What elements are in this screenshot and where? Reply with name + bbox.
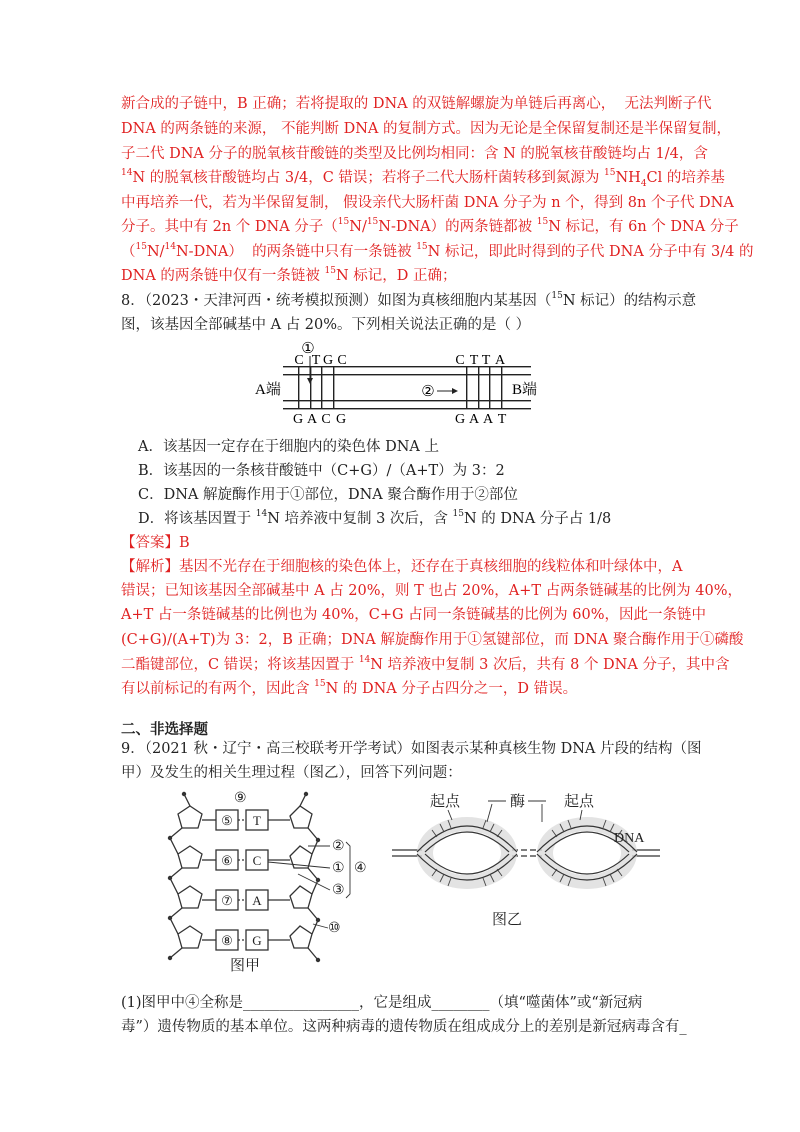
q8-analysis [121,557,682,577]
base-label: C [455,353,465,368]
label-9: ⑨ [234,791,247,806]
base-label: C [321,412,331,426]
q8-option-b: B．该基因的一条核苷酸链中（C+G）/（A+T）为 3：2 [138,463,505,479]
base-label: T [311,353,321,368]
replication-figure [392,790,660,930]
box-label: ⑧ [221,933,233,948]
base-label: A [252,893,262,908]
q8-analysis: 二酯键部位，C 错误；将该基因置于 $^{14}$N 培养液中复制 3 次后，共有 8 个 DNA 分子，其中含 [121,655,730,673]
q8-option-c: C．DNA 解旋酶作用于①部位，DNA 聚合酶作用于②部位 [138,487,518,503]
base-label: G [252,933,262,948]
analysis-text: 基因不光存在于细胞核的染色体上，还存在于真核细胞的线粒体和叶绿体中，A [179,559,683,575]
q8-answer [121,533,190,553]
enzyme-label: 酶 [510,794,526,810]
end-a-label: A端 [255,382,281,398]
q8-analysis: 错误；已知该基因全部碱基中 A 占 20%，则 T 也占 20%，A+T 占两条链碱基的比例为 40%， [121,583,742,599]
label-10: ⑩ [328,921,341,936]
q8-analysis: A+T 占一条链碱基的比例也为 40%，C+G 占同一条链碱基的比例为 60%，因此一条链中 [121,607,707,623]
box-label: ⑤ [221,813,233,828]
dna-label: DNA [614,831,645,846]
q8-analysis: 有以前标记的有两个，因此含 $^{15}$N 的 DNA 分子占四分之一，D 错误。 [121,679,578,697]
marker-2: ② [421,384,435,400]
q9-sub1: (1)图甲中④全称是________________，它是组成________（填“噬菌体”或“新冠病 [121,995,643,1011]
dna-structure-figure [158,784,368,974]
answer-label: 【答案】 [121,535,179,551]
box-label: ⑥ [221,853,233,868]
box-label: ⑦ [221,893,233,908]
answer-value: B [179,535,190,551]
origin-label: 起点 [564,794,595,810]
base-label: G [322,353,334,368]
base-label: A [482,412,494,426]
analysis-line: $^{14}$N 的脱氧核苷酸链均占 3/4，C 错误；若将子二代大肠杆菌转移到氮源为 $^{15}NH_4Cl$ 的培养基 [121,168,725,189]
base-label: A [306,412,318,426]
figure-a-caption: 图甲 [230,958,261,974]
base-label: G [292,412,304,426]
analysis-line: 子二代 DNA 分子的脱氧核苷酸链的类型及比例均相同：含 N 的脱氧核苷酸链均占 1/4，含 [121,146,708,162]
gene-structure-figure [255,336,555,426]
analysis-line: 新合成的子链中，B 正确；若将提取的 DNA 的双链解螺旋为单链后再离心， 无法判断子代 [121,96,712,112]
q8-option-d: D．将该基因置于 $^{14}$N 培养液中复制 3 次后，含 $^{15}$N 的 DNA 分子占 1/8 [138,509,612,527]
q9-stem: 甲）及发生的相关生理过程（图乙），回答下列问题： [121,765,462,781]
analysis-line: DNA 的两条链中仅有一条链被 $^{15}$N 标记，D 正确； [121,266,457,284]
base-label: G [335,412,347,426]
base-label: T [253,813,261,828]
base-label: T [469,353,479,368]
label-4: ④ [354,861,367,876]
base-label: A [468,412,480,426]
figure-b-caption: 图乙 [492,912,523,928]
q8-analysis: (C+G)/(A+T)为 3：2，B 正确；DNA 解旋酶作用于①氢键部位，而 DNA 聚合酶作用于①磷酸 [121,632,744,648]
q9-stem: 9．（2021 秋・辽宁・高三校联考开学考试）如图表示某种真核生物 DNA 片段的结构（图 [121,741,702,757]
base-label: T [497,412,507,426]
q8-stem: 图，该基因全部碱基中 A 占 20%。下列相关说法正确的是（ ） [121,317,531,333]
label-2: ② [332,839,345,854]
label-1: ① [332,861,345,876]
q9-sub1: 毒”）遗传物质的基本单位。这两种病毒的遗传物质在组成成分上的差别是新冠病毒含有_ [121,1019,687,1035]
base-label: C [294,353,304,368]
origin-label: 起点 [430,794,461,810]
base-label: C [252,853,262,868]
analysis-label: 【解析】 [121,559,179,575]
q8-stem: 8．（2023・天津河西・统考模拟预测）如图为真核细胞内某基因（$^{15}$N 标记）的结构示意 [121,291,697,309]
base-label: T [481,353,491,368]
analysis-line: 中再培养一代，若为半保留复制， 假设亲代大肠杆菌 DNA 分子为 n 个，得到 8n 个子代 DNA [121,195,734,211]
q8-option-a: A．该基因一定存在于细胞内的染色体 DNA 上 [138,439,439,455]
analysis-line: 分子。其中有 2n 个 DNA 分子（$^{15}$N/$^{15}$N-DNA）的两条链都被 $^{15}$N 标记，有 6n 个 DNA 分子 [121,217,739,235]
base-label: A [494,353,506,368]
analysis-line: （$^{15}$N/$^{14}$N-DNA） 的两条链中只有一条链被 $^{15}$N 标记，即此时得到的子代 DNA 分子中有 3/4 的 [121,242,754,260]
end-b-label: B端 [512,382,538,398]
marker-1: ① [301,341,315,357]
section-heading: 二、非选择题 [121,721,208,738]
analysis-line: DNA 的两条链的来源， 不能判断 DNA 的复制方式。因为无论是全保留复制还是半保留复制， [121,121,732,137]
base-label: G [454,412,466,426]
base-label: C [337,353,347,368]
label-3: ③ [332,883,345,898]
